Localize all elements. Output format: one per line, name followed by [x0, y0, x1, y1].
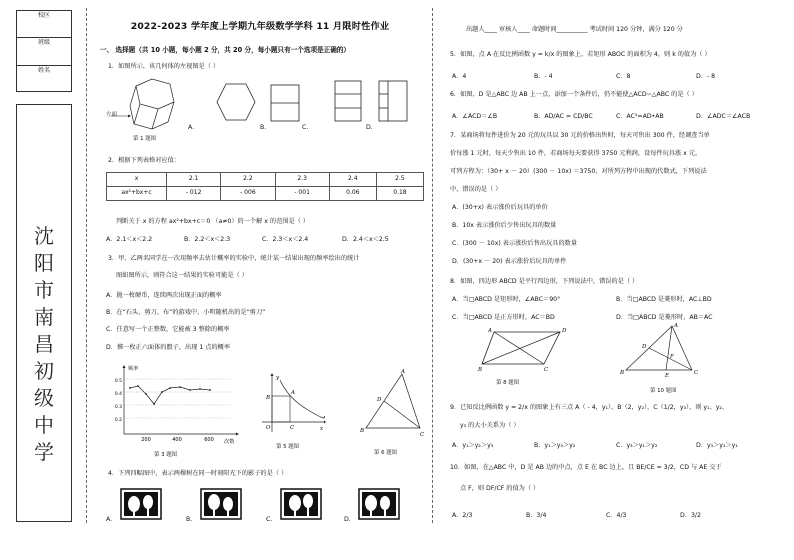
- freq-xtick: 600: [204, 437, 214, 443]
- q3-option-d[interactable]: D．掷一枚正六面体的骰子，出现 1 点的概率: [106, 344, 231, 351]
- q1-left-label: 左面: [106, 112, 118, 118]
- fig8-caption: 第 8 题图: [496, 380, 520, 386]
- fig5-graph: [258, 372, 326, 434]
- fig6-triangle: [356, 368, 426, 440]
- q8-option-c[interactable]: C．当□ABCD 是正方形时，AC＝BD: [452, 314, 555, 321]
- school-name-char: 南: [34, 305, 54, 329]
- freq-xlabel: 次数: [224, 439, 235, 445]
- q10-option-c[interactable]: C．4/3: [606, 512, 627, 519]
- fig10-c: C: [694, 370, 699, 376]
- freq-ytick: 0.3: [114, 405, 122, 410]
- table-cell: - 006: [221, 187, 275, 201]
- q6-option-a[interactable]: A．∠ACD＝∠B: [452, 113, 498, 120]
- fig6-b: B: [360, 428, 365, 434]
- freq-point: [153, 403, 155, 405]
- q7-option-c[interactable]: C．(300 － 10x) 表示涨价后售出玩具的数量: [452, 240, 578, 247]
- q4-shadow-image-a: [120, 488, 162, 520]
- table-cell: x: [107, 173, 167, 187]
- q1-solid-figure: [108, 76, 188, 134]
- q1-option-c[interactable]: C.: [302, 124, 309, 131]
- name-label: 姓名: [37, 66, 50, 74]
- q9-option-b[interactable]: B．y₁＞y₃＞y₂: [534, 442, 576, 449]
- school-name-char: 初: [34, 359, 54, 383]
- fig8-a: A: [488, 328, 492, 334]
- freq-xtick: 200: [141, 437, 151, 443]
- q1-option-c-rects: [334, 80, 362, 122]
- q1-option-b-rects: [270, 84, 300, 122]
- q10-stem-1: 10．如图，在△ABC 中，D 是 AB 边的中点，点 E 在 BC 边上，且 BE/CE = 3/2，CD 与 AE 交于: [450, 464, 722, 471]
- fig10-e: E: [665, 373, 670, 379]
- q2-value-table: [106, 172, 424, 201]
- q7-line-3: 可列方程为：（30+ x － 20）(300 － 10x) ＝3750，对所列方程中出现的代数式，下列说法: [450, 168, 707, 175]
- q4-shadow-image-b: [200, 488, 242, 520]
- q4-shadow-image-c: [280, 488, 322, 520]
- q9-stem-1: 9．已知反比例函数 y = 2/x 的图象上有三点 A（ - 4，y₁）、B（2，y₂）、C（1/2，y₃），则 y₁、y₂、: [450, 404, 729, 411]
- q3-option-b[interactable]: B．在“石头、剪刀、布”的游戏中，小明随机出的是“剪刀”: [106, 309, 266, 316]
- school-name-char: 阳: [34, 251, 54, 275]
- q3-stem-1: 3．甲、乙两名同学在一次用频率去估计概率的实验中，统计某一结果出现的频率绘出的统计: [108, 255, 360, 262]
- freq-ytick: 0.5: [114, 379, 122, 384]
- q6-option-d[interactable]: D．∠ADC＝∠ACB: [696, 113, 751, 120]
- fig8-d: D: [562, 328, 567, 334]
- student-info-box: [16, 10, 72, 92]
- q7-line-4: 中，错误的是（ ）: [450, 186, 502, 193]
- q10-option-b[interactable]: B．3/4: [526, 512, 547, 519]
- q4-option-c[interactable]: C.: [266, 516, 273, 523]
- q1-stem: 1．如图所示，该几何体的左视图是（ ）: [108, 63, 220, 70]
- q2-stem: 2．根据下列表格对应值：: [108, 157, 180, 164]
- freq-point: [169, 387, 171, 389]
- q5-option-c[interactable]: C．8: [616, 73, 631, 80]
- q3-option-a[interactable]: A．抛一枚硬币，连续两次出现正面的概率: [106, 292, 222, 299]
- column-divider: [432, 8, 433, 523]
- q4-option-d[interactable]: D.: [344, 516, 351, 523]
- freq-ytick: 0.2: [114, 418, 122, 423]
- q3-option-c[interactable]: C．任意写一个正整数，它能被 3 整除的概率: [106, 326, 230, 333]
- table-cell: 0.18: [376, 187, 423, 201]
- school-name-char: 级: [34, 386, 54, 410]
- fig6-caption: 第 6 题图: [374, 450, 398, 456]
- page-title: 2022-2023 学年度上学期九年级数学学科 11 月限时性作业: [130, 21, 390, 32]
- q1-caption: 第 1 题图: [133, 136, 157, 142]
- fig5-caption: 第 5 题图: [276, 444, 300, 450]
- q3-stem-2: 图如图所示，则符合这一结果的实验可能是（ ）: [116, 272, 248, 279]
- fig10-caption: 第 10 题图: [650, 388, 677, 394]
- section-heading: 一、 选择题（共 10 小题，每小题 2 分，共 20 分，每小题只有一个选项是正确的）: [100, 46, 351, 54]
- q2-option-a[interactable]: A．2.1＜x＜2.2: [106, 236, 153, 243]
- q5-option-d[interactable]: D．- 8: [696, 73, 716, 80]
- q9-stem-2: y₃ 的大小关系为（ ）: [460, 422, 520, 429]
- table-cell: ax²+bx+c: [107, 187, 167, 201]
- freq-point: [209, 389, 211, 391]
- table-cell: 2.5: [376, 173, 423, 187]
- q6-stem: 6．如图，D 是△ABC 边 AB 上一点，添加一个条件后，仍不能使△ACD∽△ABC 的是（ ）: [450, 91, 698, 98]
- frequency-chart: [108, 364, 248, 446]
- q7-option-b[interactable]: B．10x 表示涨价后少售出玩具的数量: [452, 222, 557, 229]
- q2-option-c[interactable]: C．2.3＜x＜2.4: [262, 236, 309, 243]
- fig5-y: y: [276, 375, 280, 381]
- q9-option-c[interactable]: C．y₃＞y₁＞y₂: [616, 442, 658, 449]
- q8-option-b[interactable]: B．当□ABCD 是菱形时，AC⊥BD: [616, 296, 712, 303]
- fig10-b: B: [620, 370, 625, 376]
- fig10-d: D: [642, 344, 647, 350]
- school-name-char: 昌: [34, 332, 54, 356]
- q9-option-a[interactable]: A．y₁＞y₂＞y₃: [452, 442, 494, 449]
- q7-line-2: 价每涨 1 元时，每天少售出 10 件，若商场每天要获得 3750 元利润，设每件玩具涨 x 元，: [450, 150, 702, 157]
- q2-follow: 判断关于 x 的方程 ax²+bx+c＝0 （a≠0）的一个解 x 的范围是（ ）: [116, 218, 309, 225]
- table-cell: - 012: [167, 187, 221, 201]
- freq-ytick: 0.4: [114, 392, 122, 397]
- school-name-char: 学: [34, 440, 54, 464]
- table-cell: 2.3: [275, 173, 329, 187]
- grade-label: 班级: [37, 39, 50, 47]
- class-label: 校区: [37, 12, 50, 19]
- table-row: [107, 173, 424, 187]
- freq-point: [199, 388, 201, 390]
- q1-option-b[interactable]: B.: [260, 124, 267, 131]
- fig6-c: C: [420, 432, 425, 438]
- q1-option-d[interactable]: D.: [366, 124, 373, 131]
- school-name-char: 市: [34, 278, 54, 302]
- freq-point: [145, 393, 147, 395]
- q10-option-d[interactable]: D．3/2: [680, 512, 701, 519]
- table-cell: 2.4: [329, 173, 376, 187]
- freq-point: [179, 386, 181, 388]
- table-cell: - 001: [275, 187, 329, 201]
- table-cell: 2.1: [167, 173, 221, 187]
- q8-stem: 8．如图，四边形 ABCD 是平行四边形，下列说法中，错误的是（ ）: [450, 278, 639, 285]
- fig3-caption: 第 3 题图: [154, 452, 178, 458]
- fig10-f: F: [670, 354, 674, 360]
- q2-option-d[interactable]: D．2.4＜x＜2.5: [342, 236, 389, 243]
- school-name-box: [16, 104, 72, 522]
- q10-option-a[interactable]: A．2/3: [452, 512, 473, 519]
- fig8-b: B: [478, 367, 483, 373]
- q7-line-1: 7．某商场将每件进价为 20 元的玩具以 30 元的价格出售时，每天可售出 300 件，经调查当单: [450, 132, 710, 139]
- fig5-x: x: [320, 426, 324, 432]
- q6-option-b[interactable]: B．AD/AC = CD/BC: [534, 113, 593, 120]
- fig8-parallelogram: [478, 326, 568, 372]
- table-cell: 2.2: [221, 173, 275, 187]
- table-cell: 0.06: [329, 187, 376, 201]
- fig6-d: D: [377, 397, 382, 403]
- q5-stem: 5．如图，点 A 在反比例函数 y = k/x 的图象上，若矩形 ABOC 的面积为 4，则 k 的值为（ ）: [450, 51, 711, 58]
- q4-option-b[interactable]: B.: [186, 516, 193, 523]
- freq-point: [137, 385, 139, 387]
- binding-line: [86, 8, 87, 523]
- fig5-b: B: [266, 395, 271, 401]
- freq-ylabel: 频率: [128, 366, 139, 372]
- q1-option-a-hexagon: [216, 82, 256, 122]
- fig10-a: A: [674, 323, 678, 329]
- fig5-o: O: [266, 425, 271, 431]
- q4-shadow-image-d: [358, 488, 400, 520]
- school-name: [17, 223, 71, 466]
- freq-xtick: 400: [172, 437, 182, 443]
- freq-point: [129, 387, 131, 389]
- fig10-triangle: [620, 322, 700, 379]
- q8-option-a[interactable]: A．当□ABCD 是矩形时，∠ABC＝90°: [452, 296, 561, 303]
- q8-option-d[interactable]: D．当□ABCD 是菱形时，AB＝AC: [616, 314, 713, 321]
- q10-stem-2: 点 F，则 DF/CF 的值为（ ）: [460, 485, 540, 492]
- q7-option-a[interactable]: A．(30+x) 表示涨价后玩具的单价: [452, 204, 548, 211]
- fig8-c: C: [544, 367, 549, 373]
- school-name-char: 沈: [34, 224, 54, 248]
- table-row: [107, 187, 424, 201]
- q1-option-d-rects: [378, 80, 408, 122]
- school-name-char: 中: [34, 413, 54, 437]
- q7-option-d[interactable]: D．(30+x － 20) 表示涨价后玩具的单件: [452, 258, 567, 265]
- q5-option-b[interactable]: B．- 4: [534, 73, 553, 80]
- q6-option-c[interactable]: C．AC²=AD•AB: [616, 113, 664, 120]
- fig6-a: A: [401, 369, 405, 375]
- fig5-c: C: [290, 425, 295, 431]
- freq-point: [189, 389, 191, 391]
- freq-point: [161, 391, 163, 393]
- fig5-a: A: [291, 390, 295, 396]
- q4-stem: 4．下列四幅图中，表示两棵树在同一时刻阳光下的影子的是（ ）: [108, 470, 288, 477]
- q9-option-d[interactable]: D．y₃＞y₂＞y₁: [696, 442, 738, 449]
- q1-option-a[interactable]: A.: [188, 124, 195, 131]
- q4-option-a[interactable]: A.: [106, 516, 113, 523]
- q2-option-b[interactable]: B．2.2＜x＜2.3: [184, 236, 231, 243]
- exam-meta: 出题人____ 审核人____ 命题时间__________ 考试时间 120 分钟，满分 120 分: [466, 26, 683, 33]
- q5-option-a[interactable]: A．4: [452, 73, 467, 80]
